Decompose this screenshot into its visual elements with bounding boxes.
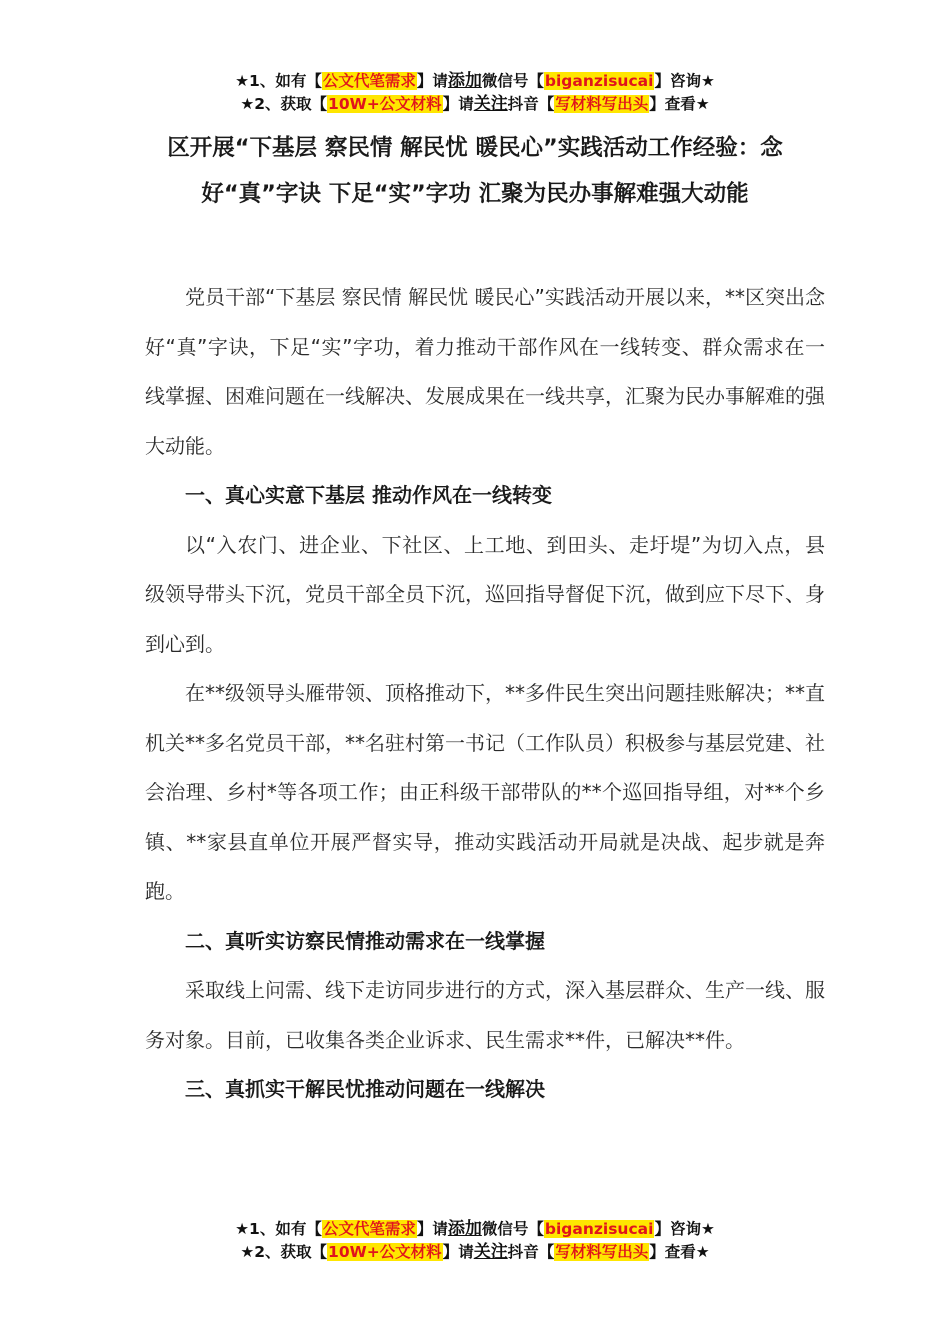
section-heading-2: 二、真听实访察民情推动需求在一线掌握 — [185, 928, 545, 953]
section-heading-1: 一、真心实意下基层 推动作风在一线转变 — [185, 483, 552, 507]
highlight-service: 公文代笔需求 — [322, 1220, 416, 1238]
highlight-douyin-account: 写材料写出头 — [555, 95, 649, 113]
highlight-wechat-id: biganzisucai — [544, 1220, 654, 1238]
header-banner — [0, 70, 950, 116]
document-body — [145, 273, 825, 1115]
banner-line-2: ★2、获取【10W+公文材料】请关注抖音【写材料写出头】查看★ — [240, 94, 710, 114]
paragraph: 以“入农门、进企业、下社区、上工地、到田头、走圩堤”为切入点，县级领导带头下沉，党员干部全员下沉，巡回指导督促下沉，做到应下尽下、身到心到。 — [145, 532, 825, 656]
highlight-wechat-id: biganzisucai — [544, 72, 654, 90]
highlight-materials: 10W+公文材料 — [328, 1243, 442, 1261]
paragraph: 采取线上问需、线下走访同步进行的方式，深入基层群众、生产一线、服务对象。目前，已收集各类企业诉求、民生需求**件，已解决**件。 — [145, 978, 825, 1052]
paragraph-intro: 党员干部“下基层 察民情 解民忧 暖民心”实践活动开展以来，**区突出念好“真”字诀，下足“实”字功，着力推动干部作风在一线转变、群众需求在一线掌握、困难问题在一线解决、发展成果在一线共享，汇聚为民办事解难的强大动能。 — [145, 285, 825, 458]
banner-line-1: ★1、如有【公文代笔需求】请添加微信号【biganzisucai】咨询★ — [235, 1219, 715, 1239]
highlight-service: 公文代笔需求 — [322, 72, 416, 90]
footer-banner — [0, 1218, 950, 1264]
document-title: 区开展“下基层 察民情 解民忧 暖民心”实践活动工作经验：念好“真”字诀 下足“实”字功 汇聚为民办事解难强大动能 — [167, 135, 783, 207]
paragraph: 在**级领导头雁带领、顶格推动下，**多件民生突出问题挂账解决；**直机关**多名党员干部，**名驻村第一书记（工作队员）积极参与基层党建、社会治理、乡村*等各项工作；由正科级干部带队的**个巡回指导组，对**个乡镇、**家县直单位开展严督实导，推动实践活动开局就是决战、起步就是奔跑。 — [145, 681, 825, 903]
banner-line-2: ★2、获取【10W+公文材料】请关注抖音【写材料写出头】查看★ — [240, 1242, 710, 1262]
banner-line-1: ★1、如有【公文代笔需求】请添加微信号【biganzisucai】咨询★ — [235, 71, 715, 91]
section-heading-3: 三、真抓实干解民忧推动问题在一线解决 — [185, 1077, 545, 1101]
highlight-materials: 10W+公文材料 — [328, 95, 442, 113]
highlight-douyin-account: 写材料写出头 — [555, 1243, 649, 1261]
